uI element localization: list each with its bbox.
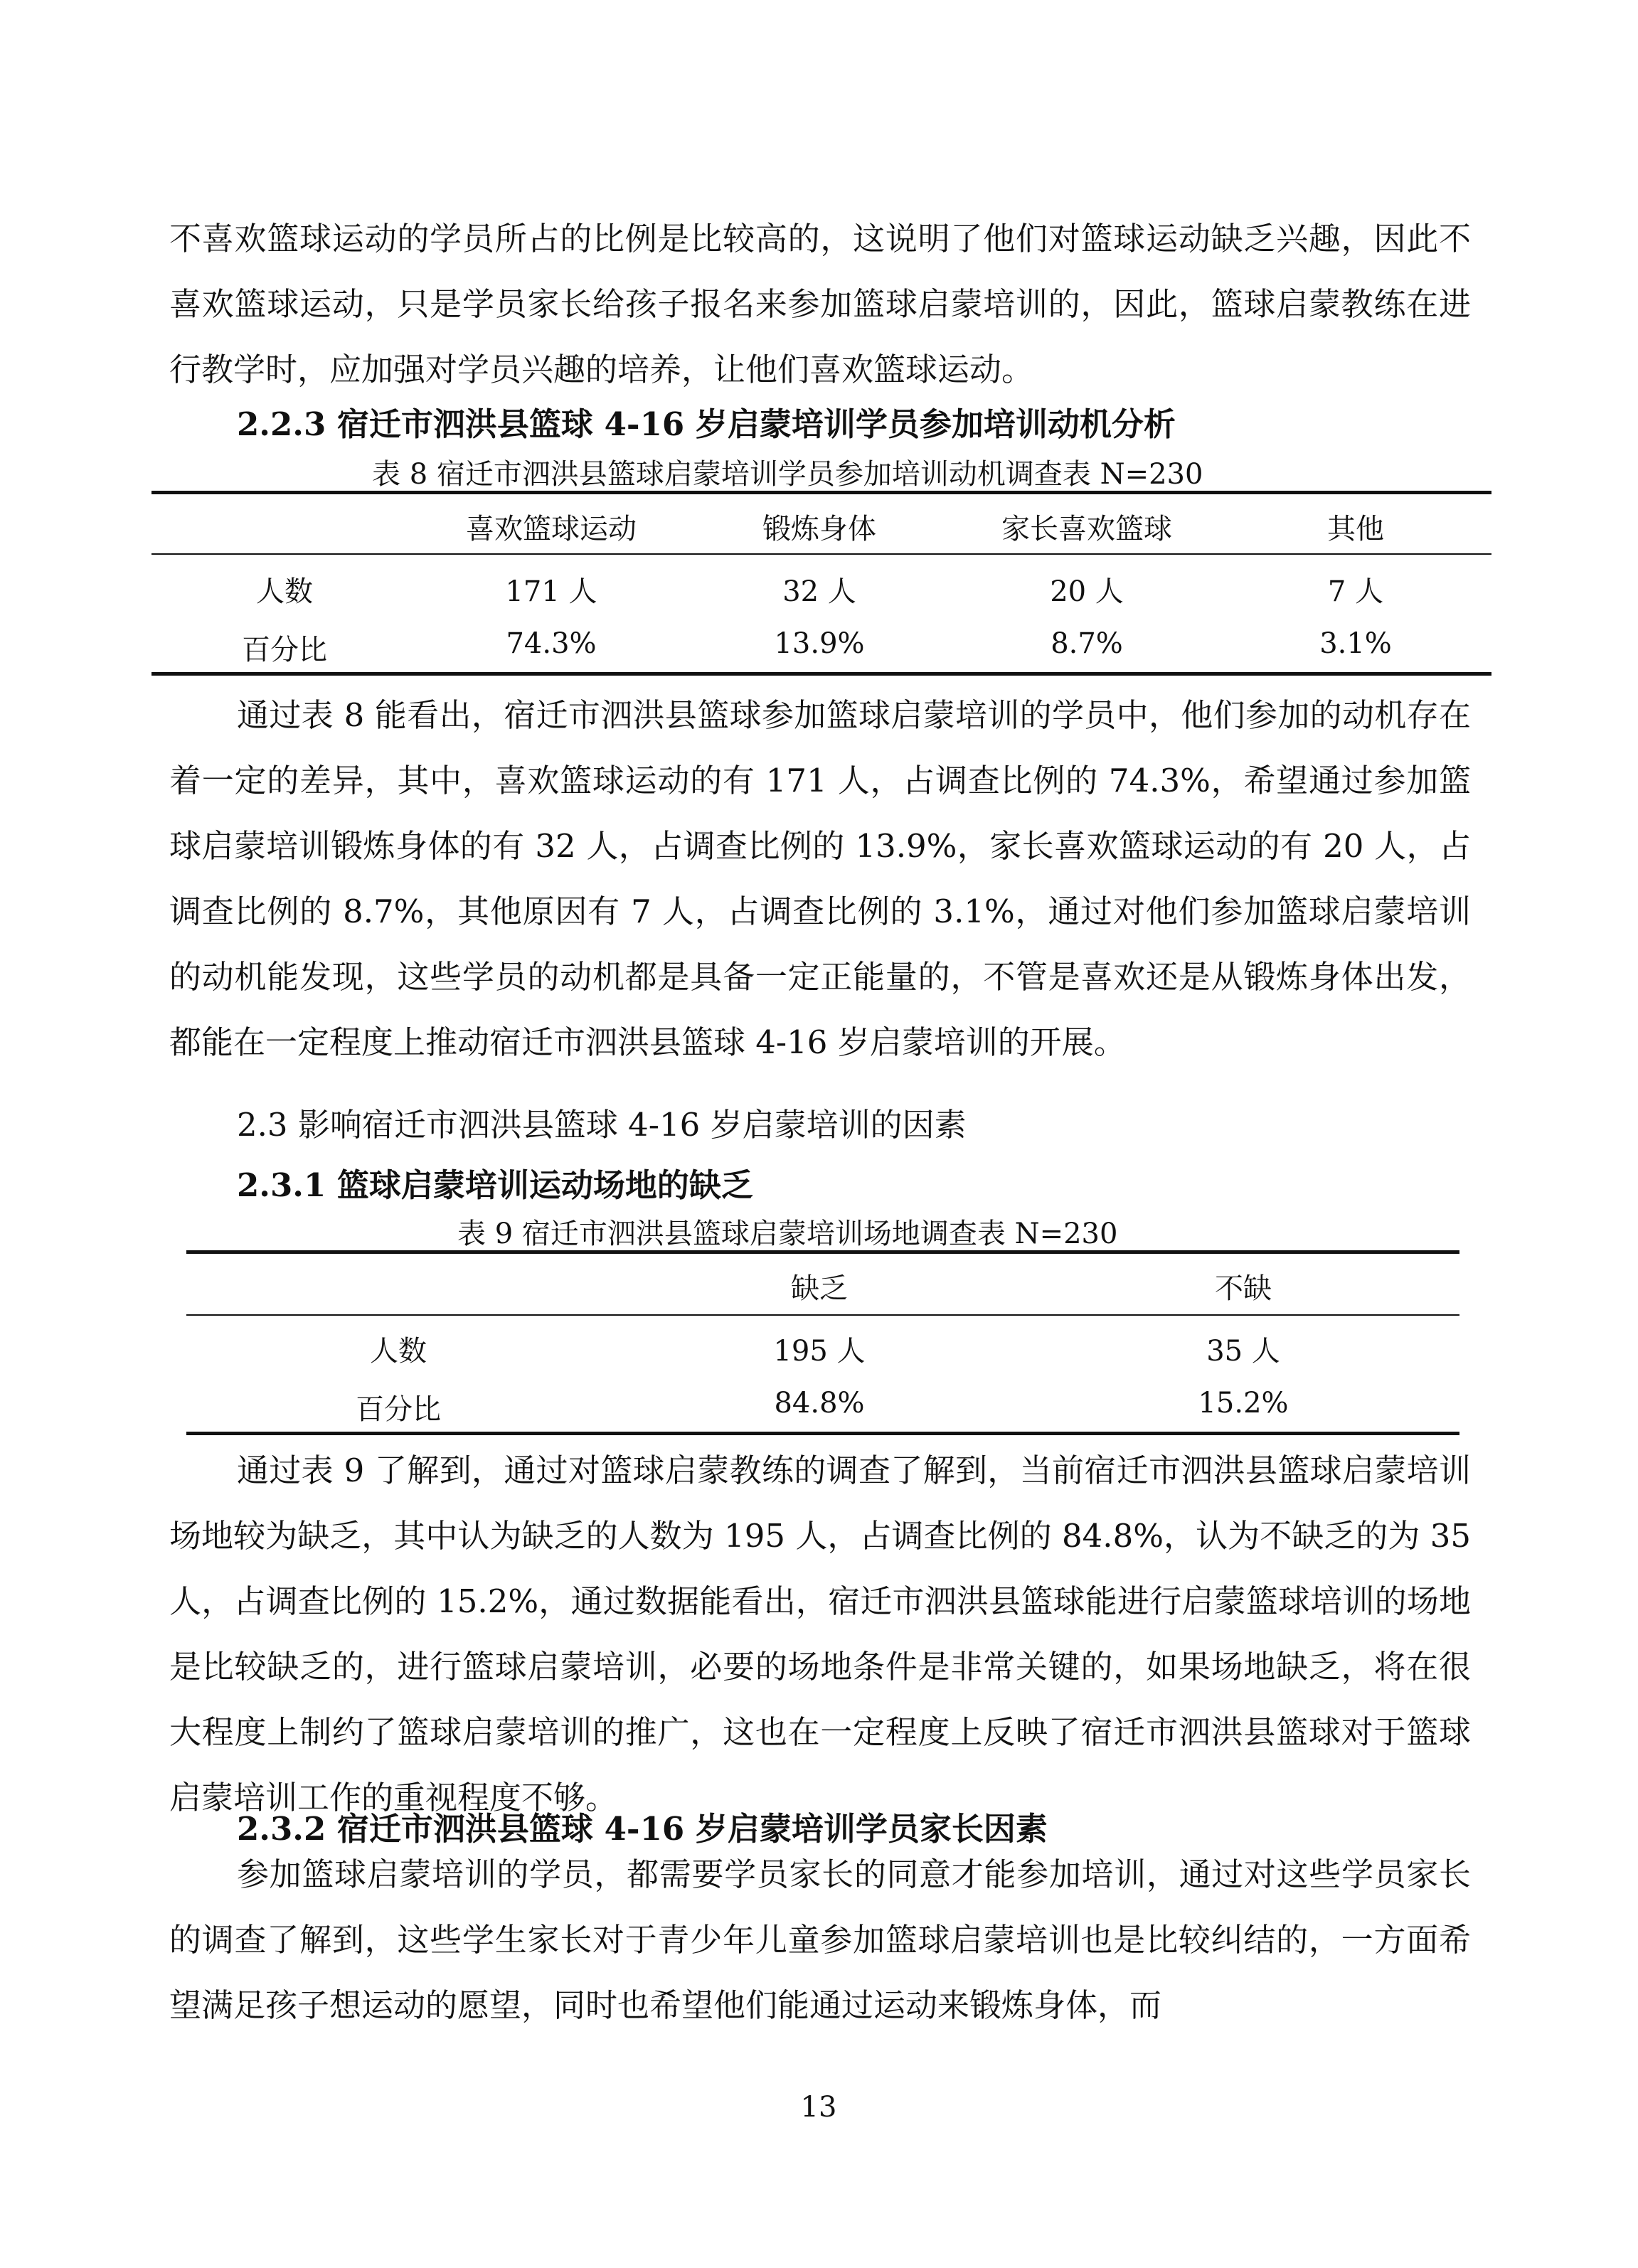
paragraph-table-8-analysis: 通过表 8 能看出，宿迁市泗洪县篮球参加篮球启蒙培训的学员中，他们参加的动机存在着一定的差异，其中，喜欢篮球运动的有 171 人，占调查比例的 74.3%，希望通过参加篮球启蒙培训锻炼身体的有 32 人，占调查比例的 13.9%，家长喜欢篮球运动的有 20 人，占调查比例的 8.7%，其他原因有 7 人，占调查比例的 3.1%，通过对他们参加篮球启蒙培训的动机能发现，这些学员的动机都是具备一定正能量的，不管是喜欢还是从锻炼身体出发，都能在一定程度上推动宿迁市泗洪县篮球 4-16 岁启蒙培训的开展。	[169, 696, 1471, 1061]
table-8-row-label: 百分比	[242, 634, 327, 666]
section-heading-2-3-1: 2.3.1 篮球启蒙培训运动场地的缺乏	[237, 1166, 753, 1204]
table-8-cell: 8.7%	[1051, 627, 1123, 660]
table-8-cell: 20 人	[1050, 575, 1124, 608]
section-heading-2-2-3: 2.2.3 宿迁市泗洪县篮球 4-16 岁启蒙培训学员参加培训动机分析	[237, 405, 1176, 443]
table-8-row-label: 人数	[256, 575, 313, 608]
page-number: 13	[800, 2091, 837, 2124]
table-9-header-rule	[186, 1314, 1459, 1316]
table-9-row-label: 人数	[370, 1335, 427, 1368]
table-8-header: 喜欢篮球运动	[466, 513, 637, 545]
paragraph-intro: 不喜欢篮球运动的学员所占的比例是比较高的，这说明了他们对篮球运动缺乏兴趣，因此不喜欢篮球运动，只是学员家长给孩子报名来参加篮球启蒙培训的，因此，篮球启蒙教练在进行教学时，应加强对学员兴趣的培养，让他们喜欢篮球运动。	[169, 220, 1471, 388]
table-9-row-label: 百分比	[356, 1393, 441, 1426]
table-9-cell: 15.2%	[1198, 1387, 1289, 1420]
table-8-header-rule	[151, 553, 1491, 555]
table-8-cell: 3.1%	[1319, 627, 1392, 660]
table-9-caption: 表 9 宿迁市泗洪县篮球启蒙培训场地调查表 N=230	[457, 1218, 1118, 1250]
section-heading-2-3-2: 2.3.2 宿迁市泗洪县篮球 4-16 岁启蒙培训学员家长因素	[237, 1810, 1048, 1848]
table-8-header: 锻炼身体	[762, 513, 876, 545]
table-9-cell: 84.8%	[774, 1387, 865, 1420]
paragraph-table-9-analysis: 通过表 9 了解到，通过对篮球启蒙教练的调查了解到，当前宿迁市泗洪县篮球启蒙培训场地较为缺乏，其中认为缺乏的人数为 195 人，占调查比例的 84.8%，认为不缺乏的为 35 人，占调查比例的 15.2%，通过数据能看出，宿迁市泗洪县篮球能进行启蒙篮球培训的场地是比较缺乏的，进行篮球启蒙培训，必要的场地条件是非常关键的，如果场地缺乏，将在很大程度上制约了篮球启蒙培训的推广，这也在一定程度上反映了宿迁市泗洪县篮球对于篮球启蒙培训工作的重视程度不够。	[169, 1452, 1471, 1816]
table-8-bottom-rule	[151, 672, 1491, 676]
table-8-cell: 171 人	[505, 575, 597, 608]
paragraph-2-3-2: 参加篮球启蒙培训的学员，都需要学员家长的同意才能参加培训，通过对这些学员家长的调查了解到，这些学生家长对于青少年儿童参加篮球启蒙培训也是比较纠结的，一方面希望满足孩子想运动的愿望，同时也希望他们能通过运动来锻炼身体，而	[169, 1856, 1471, 2024]
table-9-top-rule	[186, 1250, 1459, 1254]
section-heading-2-3: 2.3 影响宿迁市泗洪县篮球 4-16 岁启蒙培训的因素	[237, 1106, 967, 1144]
table-8-cell: 7 人	[1327, 575, 1384, 608]
table-8-cell: 74.3%	[506, 627, 597, 660]
table-9-header: 缺乏	[791, 1272, 848, 1305]
table-9-cell: 195 人	[773, 1335, 866, 1368]
table-9-bottom-rule	[186, 1432, 1459, 1435]
table-9-cell: 35 人	[1206, 1335, 1280, 1368]
table-9-header: 不缺	[1215, 1272, 1272, 1305]
table-8-header: 家长喜欢篮球	[1001, 513, 1172, 545]
table-8-header: 其他	[1327, 513, 1384, 545]
table-8-caption: 表 8 宿迁市泗洪县篮球启蒙培训学员参加培训动机调查表 N=230	[372, 458, 1203, 491]
table-8-cell: 13.9%	[774, 627, 865, 660]
table-8-top-rule	[151, 491, 1491, 494]
table-8-cell: 32 人	[782, 575, 856, 608]
